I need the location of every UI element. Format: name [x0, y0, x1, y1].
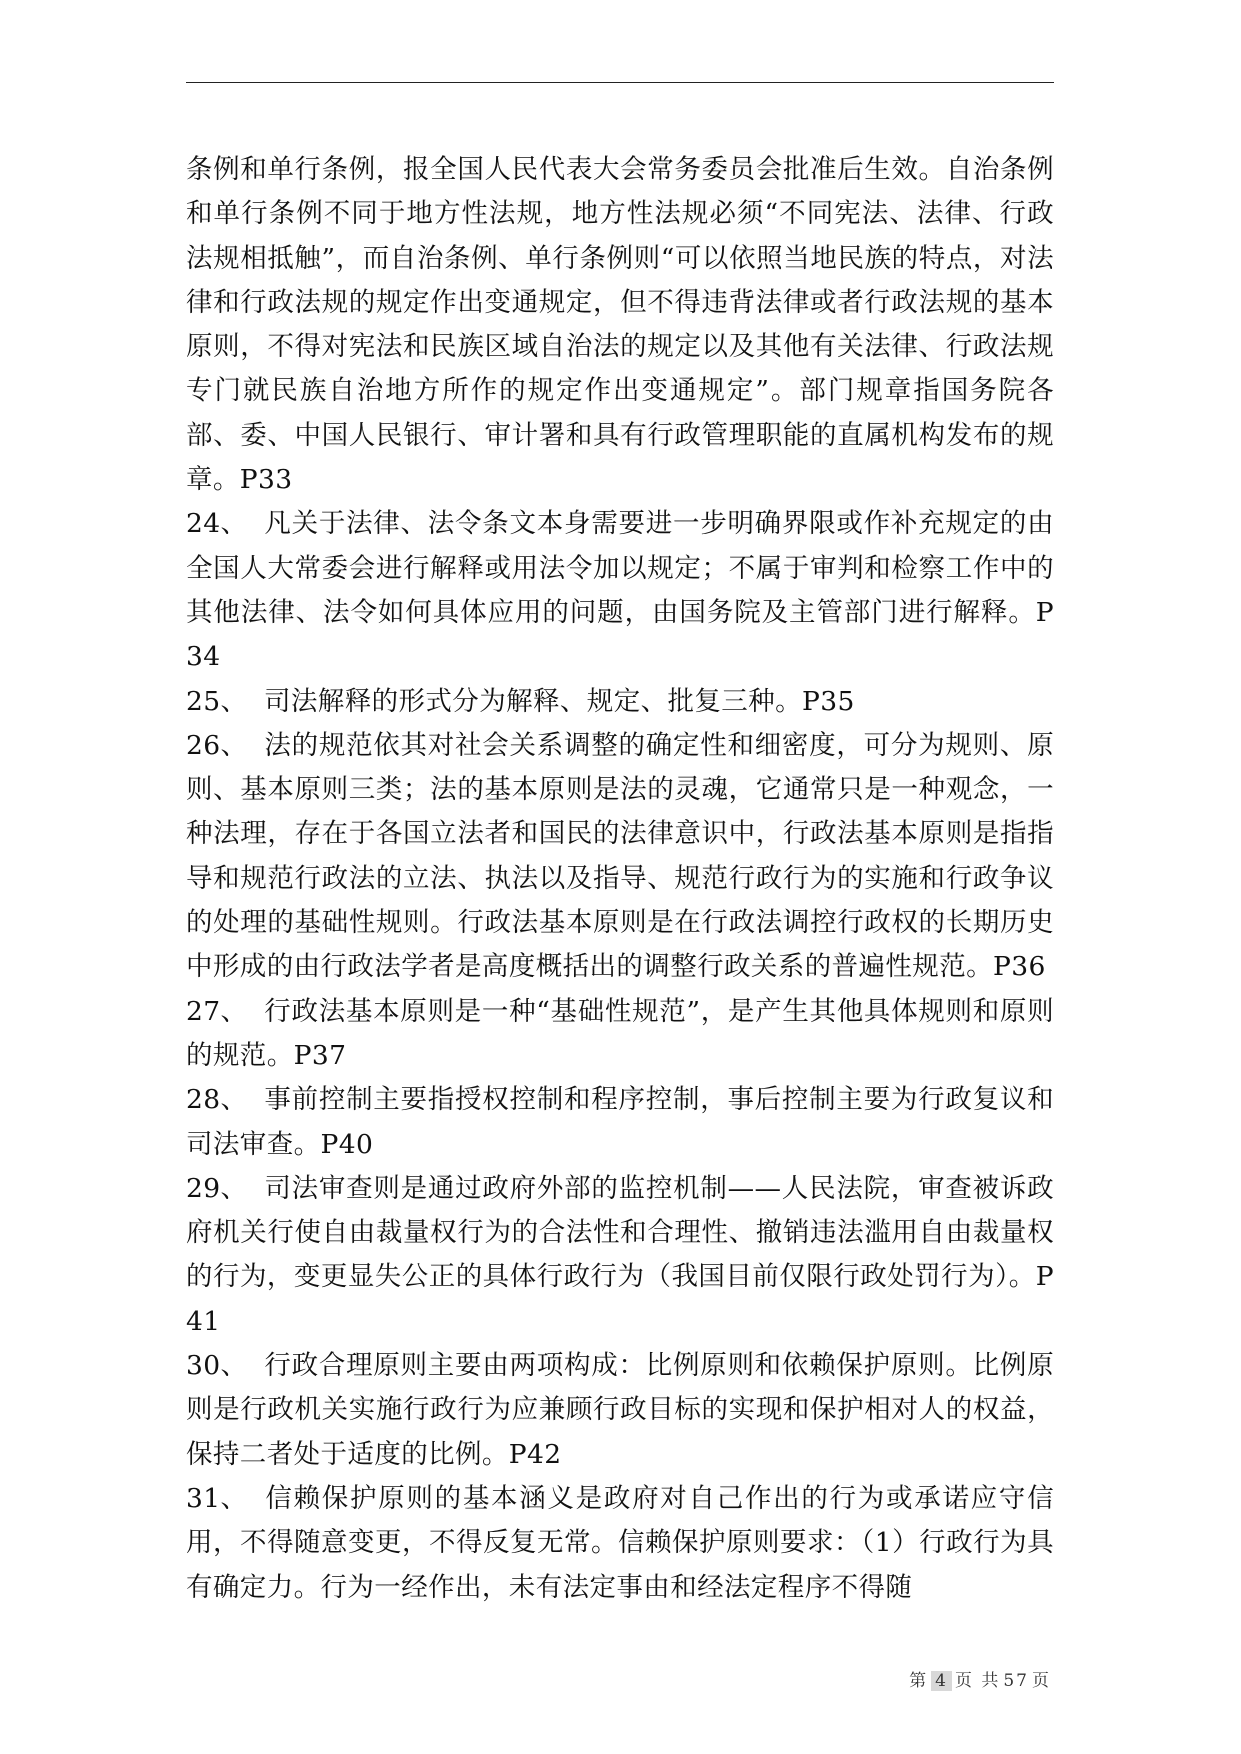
document-body: [186, 148, 1054, 1610]
list-item: [186, 1167, 1054, 1344]
list-item: [186, 1078, 1054, 1167]
item-number: 24、: [186, 508, 248, 540]
page-footer: [909, 1666, 1051, 1691]
total-pages: 57: [1003, 1671, 1029, 1691]
item-number: 29、: [186, 1172, 248, 1204]
footer-suffix: 页: [1032, 1671, 1051, 1691]
list-item: [186, 1477, 1054, 1610]
footer-middle: 页 共: [954, 1671, 1001, 1691]
item-number: 25、: [186, 685, 248, 717]
item-text: 司法解释的形式分为解释、规定、批复三种。P35: [264, 685, 855, 717]
item-text: 法的规范依其对社会关系调整的确定性和细密度，可分为规则、原则、基本原则三类；法的基本原则是法的灵魂，它通常只是一种观念，一种法理，存在于各国立法者和国民的法律意识中，行政法基本原则是指指导和规范行政法的立法、执法以及指导、规范行政行为的实施和行政争议的处理的基础性规则。行政法基本原则是在行政法调控行政权的长期历史中形成的由行政法学者是高度概括出的调整行政关系的普遍性规范。P36: [186, 729, 1054, 983]
list-item: [186, 724, 1054, 990]
page-number: 4: [931, 1671, 952, 1691]
item-text: 信赖保护原则的基本涵义是政府对自己作出的行为或承诺应守信用，不得随意变更，不得反复无常。信赖保护原则要求：（1）行政行为具有确定力。行为一经作出，未有法定事由和经法定程序不得随: [186, 1482, 1054, 1603]
item-number: 27、: [186, 995, 248, 1027]
header-rule: [186, 82, 1054, 83]
item-text: 行政合理原则主要由两项构成：比例原则和依赖保护原则。比例原则是行政机关实施行政行为应兼顾行政目标的实现和保护相对人的权益，保持二者处于适度的比例。P42: [186, 1350, 1054, 1470]
item-text: 行政法基本原则是一种“基础性规范”，是产生其他具体规则和原则的规范。P37: [186, 995, 1054, 1071]
item-number: 30、: [186, 1350, 248, 1382]
item-number: 26、: [186, 729, 248, 761]
item-text: 司法审查则是通过政府外部的监控机制——人民法院，审查被诉政府机关行使自由裁量权行为的合法性和合理性、撤销违法滥用自由裁量权的行为，变更显失公正的具体行政行为（我国目前仅限行政处罚行为）。P41: [186, 1172, 1054, 1337]
item-number: 28、: [186, 1084, 248, 1116]
footer-prefix: 第: [909, 1671, 929, 1691]
list-item: [186, 1344, 1054, 1477]
list-item: [186, 990, 1054, 1079]
item-text: 事前控制主要指授权控制和程序控制，事后控制主要为行政复议和司法审查。P40: [186, 1084, 1054, 1160]
item-number: 31、: [186, 1482, 248, 1514]
list-item: [186, 680, 1054, 724]
continuation-paragraph: 条例和单行条例，报全国人民代表大会常务委员会批准后生效。自治条例和单行条例不同于地方性法规，地方性法规必须“不同宪法、法律、行政法规相抵触”，而自治条例、单行条例则“可以依照当地民族的特点，对法律和行政法规的规定作出变通规定，但不得违背法律或者行政法规的基本原则，不得对宪法和民族区域自治法的规定以及其他有关法律、行政法规专门就民族自治地方所作的规定作出变通规定”。部门规章指国务院各部、委、中国人民银行、审计署和具有行政管理职能的直属机构发布的规章。P33: [186, 154, 1054, 496]
item-text: 凡关于法律、法令条文本身需要进一步明确界限或作补充规定的由全国人大常委会进行解释或用法令加以规定；不属于审判和检察工作中的其他法律、法令如何具体应用的问题，由国务院及主管部门进行解释。P34: [186, 508, 1054, 673]
list-item: [186, 502, 1054, 679]
